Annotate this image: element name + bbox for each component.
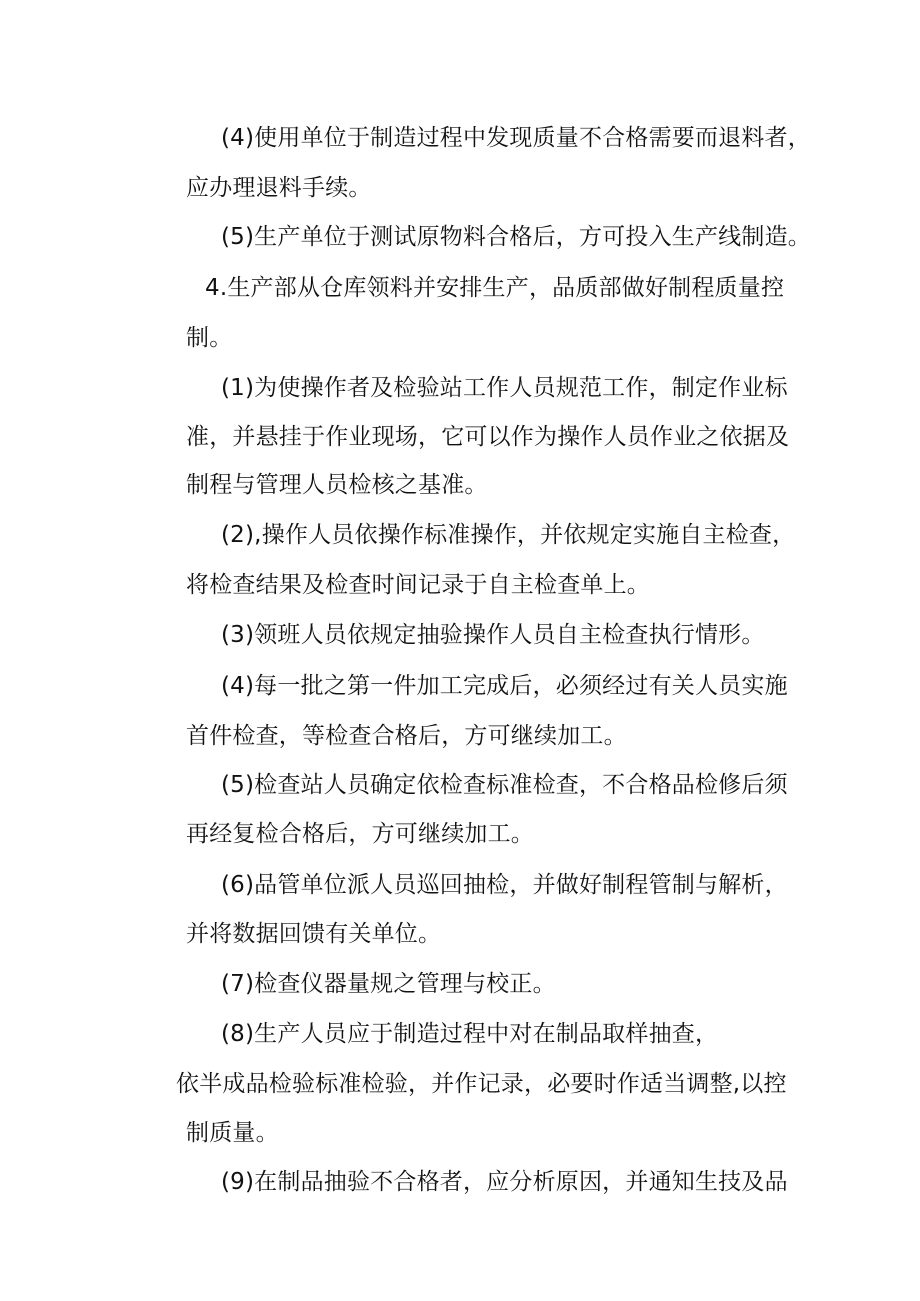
text-line: 依半成品检验标准检验，并作记录，必要时作适当调整,以控: [176, 1071, 787, 1097]
text-line: (2),操作人员依操作标准操作，并依规定实施自主检查，: [221, 522, 796, 548]
text-line: 首件检查，等检查合格后，方可继续加工。: [186, 723, 627, 749]
text-line: 应办理退料手续。: [186, 175, 372, 201]
text-line: (3)领班人员依规定抽验操作人员自主检查执行情形。: [221, 622, 765, 648]
text-line: 将检查结果及检查时间记录于自主检查单上。: [186, 572, 650, 598]
text-line: 制质量。: [186, 1120, 279, 1146]
text-line: 再经复检合格后，方可继续加工。: [186, 821, 534, 847]
text-line: 并将数据回馈有关单位。: [186, 921, 442, 947]
text-line: (7)检查仪器量规之管理与校正。: [221, 971, 556, 997]
text-line: 准，并悬挂于作业现场，它可以作为操作人员作业之依据及: [186, 424, 790, 450]
text-line: (6)品管单位派人员巡回抽检，并做好制程管制与解析，: [221, 872, 788, 898]
text-line: (8)生产人员应于制造过程中对在制品取样抽查，: [221, 1021, 719, 1047]
text-line: 4.生产部从仓库领料并安排生产，品质部做好制程质量控: [205, 275, 785, 301]
text-line: 制。: [186, 325, 233, 351]
text-line: (4)使用单位于制造过程中发现质量不合格需要而退料者，: [221, 125, 811, 151]
text-line: (5)生产单位于测试原物料合格后，方可投入生产线制造。: [221, 224, 811, 250]
text-line: 制程与管理人员检核之基准。: [186, 472, 488, 498]
text-line: (4)每一批之第一件加工完成后，必须经过有关人员实施: [221, 673, 788, 699]
text-line: (1)为使操作者及检验站工作人员规范工作，制定作业标: [221, 375, 788, 401]
text-line: (9)在制品抽验不合格者，应分析原因，并通知生技及品: [221, 1169, 788, 1195]
text-line: (5)检查站人员确定依检查标准检查，不合格品检修后须: [221, 772, 788, 798]
